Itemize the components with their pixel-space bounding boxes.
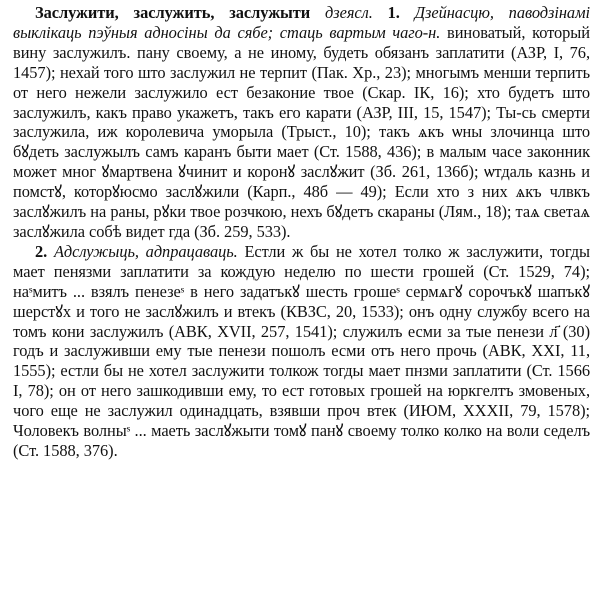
sense-1-definition: Дзейнасцю, паводзінамі выклікаць пэўныя адносіны да сябе; стаць вартым чаго-н. (13, 3, 590, 42)
sense-1-number: 1. (387, 3, 400, 22)
sense-2-definition: Адслужыць, адпрацаваць. (53, 241, 238, 261)
dictionary-entry-sense-1 (13, 3, 590, 242)
part-of-speech: дзеясл. (325, 3, 373, 22)
sense-2-number: 2. (35, 241, 48, 261)
dictionary-entry-sense-2 (13, 242, 590, 461)
sense-2-citations: Естли ж бы не хотел толко ж заслужити, тогды мает пенязми заплатити за кождую неделю по шести грошей (Ст. 1529, 74); наˢмитъ ... взялъ пенезеˢ в него задатъкꙋ шесть грошеˢ сермѧгꙋ сорочъкꙋ шапъкꙋ шерстꙋх и того не заслꙋжилъ и втекъ (КВЗС, 20, 1533); онъ одну службу всего на томъ кони заслужилъ (АВК, XVII, 257, 1541); служилъ есми за тые пенези л҃ (30) годъ и заслуживши ему тые пенези пошолъ есми отъ него прочь (АВК, XXI, 11, 1555); естли бы не хотел заслужити толкож тогды мает пнзми заплатити (Ст. 1566 I, 78); он от него зашкодивши ему, то ест готовых грошей на юркгелтъ змовеных, чого еще не заслужил одинадцать, взявши проч втек (ИЮМ, XXXII, 79, 1578); Чоловекъ волныˢ ... маеть заслꙋжыти томꙋ панꙋ своему толко колко на воли седелъ (Ст. 1588, 376). (13, 241, 590, 460)
sense-1-citations: виноватый, который вину заслужилъ. пану своему, а не иному, будеть обязанъ заплатити (АЗР, I, 76, 1457); нехай того што заслужил не терпит (Пак. Хр., 23); многымъ менши терпить от него нежели заслужило ест безаконие твое (Скар. IК, 16); хто будетъ што заслужилъ, какъ право укажетъ, такъ его карати (АЗР, III, 15, 1547); Ты-сь смерти заслужила, иж королевича уморыла (Трыст., 10); такъ ѧкъ ѡны злочинца што бꙋдеть заслужылъ самъ каранъ быти мает (Ст. 1588, 436); в малым часе законник может мног ꙋмартвена ꙋчинит и коронꙋ заслꙋжит (Зб. 261, 136б); ѡтдаль казнь и помстꙋ, которꙋюсмо заслꙋжили (Карп., 48б — 49); Если хто з них ѧкъ члвкъ заслꙋжилъ на раны, рꙋки твое розчкою, нехъ бꙋдетъ скараны (Лям., 18); таѧ светаѧ заслꙋжила собѣ видет гда (Зб. 259, 533). (13, 22, 590, 241)
entry-headword: Заслужити, заслужить, заслужыти (35, 3, 311, 22)
